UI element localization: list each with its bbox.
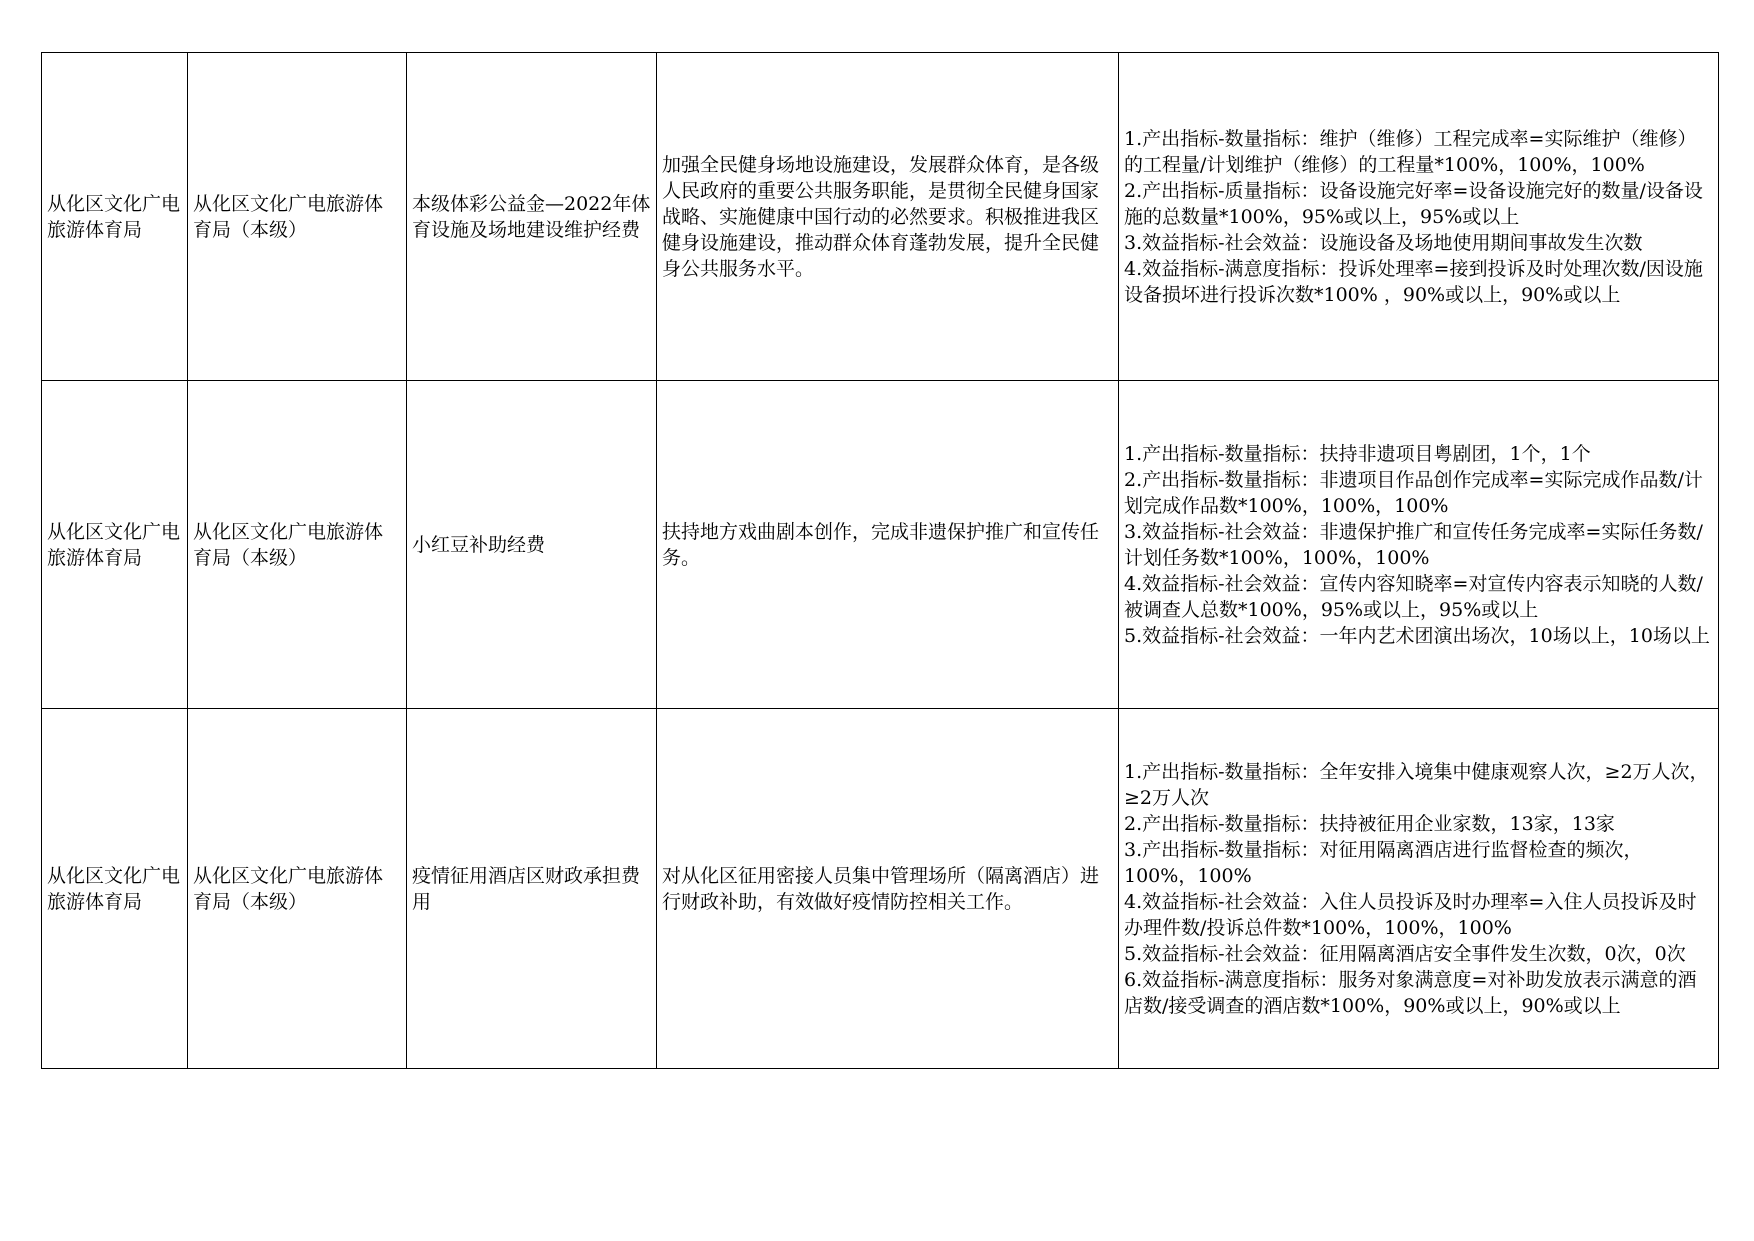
department-cell: 从化区文化广电旅游体育局: [42, 381, 188, 709]
indicator-line: 4.效益指标-满意度指标：投诉处理率=接到投诉及时处理次数/因设施设备损坏进行投诉次数*100% ，90%或以上，90%或以上: [1124, 257, 1703, 306]
project-goal-cell: 扶持地方戏曲剧本创作，完成非遗保护推广和宣传任务。: [657, 381, 1119, 709]
indicator-line: 5.效益指标-社会效益：一年内艺术团演出场次，10场以上，10场以上: [1124, 624, 1710, 647]
indicator-line: 3.效益指标-社会效益：非遗保护推广和宣传任务完成率=实际任务数/计划任务数*100%，100%，100%: [1124, 520, 1703, 569]
indicator-line: 6.效益指标-满意度指标：服务对象满意度=对补助发放表示满意的酒店数/接受调查的酒店数*100%，90%或以上，90%或以上: [1124, 968, 1697, 1017]
indicator-line: 4.效益指标-社会效益：宣传内容知晓率=对宣传内容表示知晓的人数/被调查人总数*100%，95%或以上，95%或以上: [1124, 572, 1703, 621]
indicator-line: 1.产出指标-数量指标：扶持非遗项目粤剧团，1个，1个: [1124, 442, 1591, 465]
performance-indicators-cell: [1119, 381, 1719, 709]
indicator-line: 1.产出指标-数量指标：维护（维修）工程完成率=实际维护（维修）的工程量/计划维护（维修）的工程量*100%，100%，100%: [1124, 127, 1697, 176]
indicator-line: 2.产出指标-数量指标：扶持被征用企业家数，13家，13家: [1124, 812, 1615, 835]
project-name-cell: 小红豆补助经费: [407, 381, 657, 709]
project-goal-cell: 对从化区征用密接人员集中管理场所（隔离酒店）进行财政补助，有效做好疫情防控相关工作。: [657, 709, 1119, 1069]
project-name-cell: 本级体彩公益金—2022年体育设施及场地建设维护经费: [407, 53, 657, 381]
indicator-line: 2.产出指标-数量指标：非遗项目作品创作完成率=实际完成作品数/计划完成作品数*100%，100%，100%: [1124, 468, 1703, 517]
project-name-cell: 疫情征用酒店区财政承担费用: [407, 709, 657, 1069]
performance-indicators-cell: [1119, 53, 1719, 381]
performance-indicators-cell: [1119, 709, 1719, 1069]
indicator-line: 1.产出指标-数量指标：全年安排入境集中健康观察人次，≥2万人次，≥2万人次: [1124, 760, 1709, 809]
indicator-line: 3.效益指标-社会效益：设施设备及场地使用期间事故发生次数: [1124, 231, 1643, 254]
indicator-line: 2.产出指标-质量指标：设备设施完好率=设备设施完好的数量/设备设施的总数量*100%，95%或以上，95%或以上: [1124, 179, 1703, 228]
unit-cell: 从化区文化广电旅游体育局（本级）: [188, 709, 407, 1069]
project-table: [41, 52, 1719, 1069]
table-row: [42, 53, 1719, 381]
project-goal-cell: 加强全民健身场地设施建设，发展群众体育，是各级人民政府的重要公共服务职能，是贯彻全民健身国家战略、实施健康中国行动的必然要求。积极推进我区健身设施建设，推动群众体育蓬勃发展，提升全民健身公共服务水平。: [657, 53, 1119, 381]
indicator-line: 5.效益指标-社会效益：征用隔离酒店安全事件发生次数，0次，0次: [1124, 942, 1686, 965]
department-cell: 从化区文化广电旅游体育局: [42, 53, 188, 381]
unit-cell: 从化区文化广电旅游体育局（本级）: [188, 53, 407, 381]
unit-cell: 从化区文化广电旅游体育局（本级）: [188, 381, 407, 709]
table-row: [42, 381, 1719, 709]
indicator-line: 3.产出指标-数量指标：对征用隔离酒店进行监督检查的频次，100%，100%: [1124, 838, 1643, 887]
table-row: [42, 709, 1719, 1069]
department-cell: 从化区文化广电旅游体育局: [42, 709, 188, 1069]
indicator-line: 4.效益指标-社会效益：入住人员投诉及时办理率=入住人员投诉及时办理件数/投诉总件数*100%，100%，100%: [1124, 890, 1697, 939]
